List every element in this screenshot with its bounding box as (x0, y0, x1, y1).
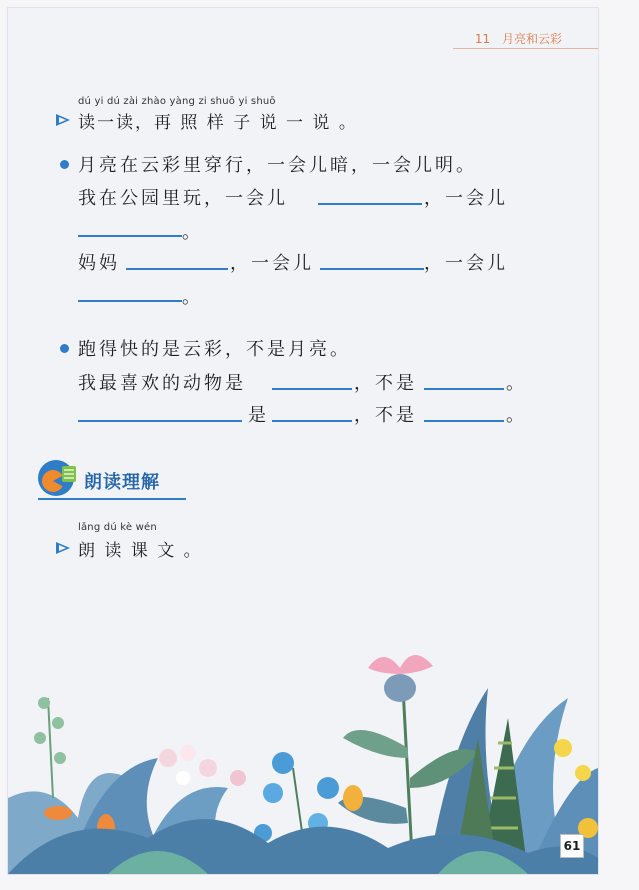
exercise2-pinyin: lǎng dú kè wén (78, 522, 157, 533)
circle-bullet-icon (60, 160, 69, 169)
example1-line4-end: 。 (182, 287, 203, 308)
blank-6[interactable] (272, 388, 352, 390)
example1-line1-mid: ，一会儿 (424, 188, 508, 209)
page-number: 61 (560, 834, 584, 858)
exercise1-instruction: 读一读，再 照 样 子 说 一 说 。 (78, 113, 358, 133)
example1-line3-start: 妈妈 (78, 253, 120, 274)
blank-9[interactable] (272, 420, 352, 422)
exercise2-instruction: 朗 读 课 文 。 (78, 541, 203, 561)
flower-illustration (8, 628, 598, 874)
triangle-bullet-icon (56, 114, 70, 126)
example2-line1-end: 。 (506, 373, 527, 394)
blank-8[interactable] (78, 420, 242, 422)
section-underline (38, 498, 186, 500)
example1-sentence: 月亮在云彩里穿行，一会儿暗，一会儿明。 (78, 155, 477, 176)
example2-line2-mid2: ，不是 (354, 405, 417, 426)
section-badge-icon (36, 458, 80, 498)
blank-2[interactable] (78, 235, 182, 237)
example1-line3-mid2: ，一会儿 (424, 253, 508, 274)
blank-3[interactable] (126, 268, 228, 270)
example2-line2-mid1: 是 (248, 405, 269, 426)
triangle-bullet-icon (56, 542, 70, 554)
header-divider (453, 48, 598, 49)
example1-line2-end: 。 (182, 222, 203, 243)
circle-bullet-icon (60, 344, 69, 353)
lesson-title: 月亮和云彩 (501, 32, 562, 46)
blank-4[interactable] (320, 268, 424, 270)
lesson-number: 11 (474, 32, 491, 46)
textbook-page (8, 8, 598, 874)
lesson-header (475, 30, 562, 47)
section-title: 朗读理解 (84, 472, 160, 493)
blank-10[interactable] (424, 420, 504, 422)
blank-5[interactable] (78, 300, 182, 302)
example2-line2-end: 。 (506, 405, 527, 426)
example2-line1-start: 我最喜欢的动物是 (78, 373, 246, 394)
example2-sentence: 跑得快的是云彩，不是月亮。 (78, 339, 351, 360)
example2-line1-mid: ，不是 (354, 373, 417, 394)
blank-1[interactable] (318, 203, 422, 205)
exercise1-pinyin: dú yi dú zài zhào yàng zi shuō yi shuō (78, 96, 276, 107)
blank-7[interactable] (424, 388, 504, 390)
example1-line1-start: 我在公园里玩，一会儿 (78, 188, 288, 209)
example1-line3-mid1: ，一会儿 (230, 253, 314, 274)
